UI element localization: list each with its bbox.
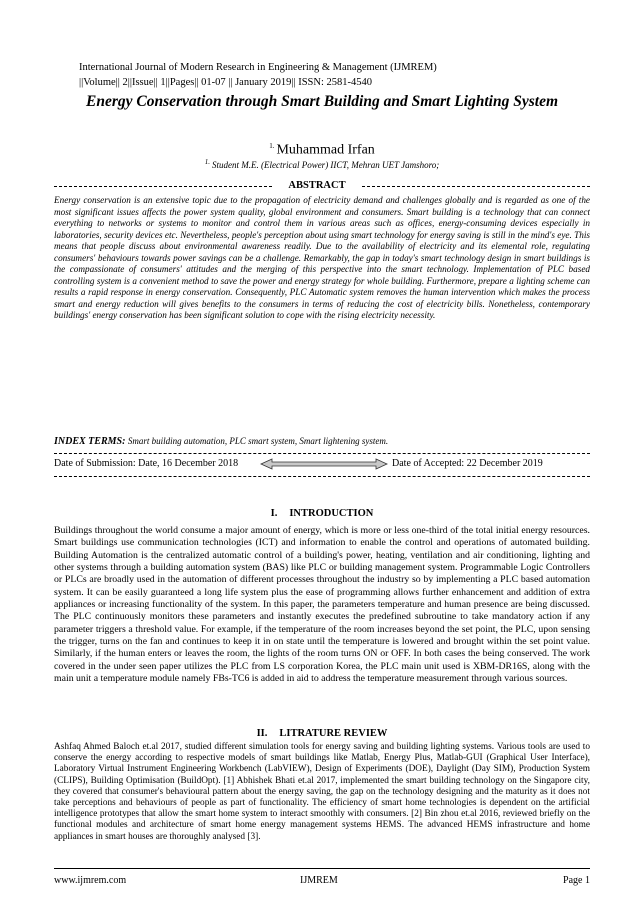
section-number: II. bbox=[256, 728, 268, 739]
author-name: Muhammad Irfan bbox=[276, 142, 375, 158]
journal-name: International Journal of Modern Research in Engineering & Management (IJMREM) bbox=[79, 62, 437, 73]
affiliation-text: Student M.E. (Electrical Power) IICT, Mehran UET Jamshoro; bbox=[211, 160, 440, 170]
section-title: INTRODUCTION bbox=[289, 508, 374, 519]
dates-row bbox=[54, 457, 590, 471]
paper-title: Energy Conservation through Smart Building and Smart Lighting System bbox=[85, 93, 559, 110]
abstract-heading bbox=[54, 180, 590, 192]
section-heading-literature-review bbox=[54, 728, 590, 740]
journal-header bbox=[79, 60, 569, 90]
footer-journal: IJMREM bbox=[300, 875, 338, 886]
index-terms-label: INDEX TERMS: bbox=[54, 436, 126, 447]
journal-issue-info: ||Volume|| 2||Issue|| 1||Pages|| 01-07 || January 2019|| ISSN: 2581-4540 bbox=[79, 77, 373, 88]
section-heading-introduction bbox=[54, 508, 590, 520]
abstract-label: ABSTRACT bbox=[288, 180, 346, 191]
footer-divider bbox=[54, 868, 590, 869]
abstract-rule-right bbox=[362, 186, 590, 187]
index-terms bbox=[54, 435, 590, 448]
affiliation-marker: 1. bbox=[204, 158, 210, 166]
footer-page-number: Page 1 bbox=[563, 875, 590, 886]
index-terms-text: Smart building automation, PLC smart system, Smart lightening system. bbox=[127, 436, 389, 446]
section-number: I. bbox=[270, 508, 278, 519]
author-marker: 1. bbox=[269, 142, 275, 150]
divider-top bbox=[54, 453, 590, 454]
page-footer bbox=[54, 875, 590, 887]
paper-sheet bbox=[54, 52, 590, 886]
abstract-rule-left bbox=[54, 186, 272, 187]
abstract-text: Energy conservation is an extensive topic due to the propagation of electricity demand and challenges globally and is regarded as one of the most significant issues affects the power system quality, global environment and consumers. Smart building is a technology that can connect everything to networks or systems to monitor and control them in various areas such as offices, energy-consuming devices especially in laboratories, security devices etc. Nevertheless, people's perception about using smart technology for energy saving is still in the mind's eye. This means that people discuss about environmental awareness readily. Due to the availability of electricity and its elemental role, regulating consumers' behaviours towards power savings can be a challenge. Remarkably, the gap in today's smart technology design in smart buildings is the compassionate of consumers' attitudes and the merging of this perspective into the smart technology. Implementation of PLC based controlling system is a convenient method to save the power and energy strategy for whole building. Furthermore, prepare a lighting scheme can results a rapid response in energy conservation. Consequently, PLC Automatic system removes the human intervention which makes the process smart and energy reduction will gives benefits to the consumers in terms of reducing the cost of electricity bills. Nonetheless, contemporary buildings' energy conservation has been significant solution to cope with the rising electricity necessity. bbox=[54, 195, 590, 320]
literature-review-text: Ashfaq Ahmed Baloch et.al 2017, studied different simulation tools for energy saving and building lighting systems. Various tools are used to conserve the energy according to respective models of smart buildings like Matlab, Energy Plus, Matlab-GUI (Graphical User Interface), Laboratory Virtual Instrument Engineering Workbench (LabVIEW), Design of Experiments (DOE), Daylight (Day SIM), Production System (CLIPS), Building Optimisation (BuildOpt). [1] Abhishek Bhati et.al 2017, implemented the smart building technology on the Singapore city, they covered that consumer's behavioural pattern about the energy saving, the gap on the technology designing and the maturity as it does not take perceptions and behaviours of people as part of functionality. The efficiency of smart home technologies is dependent on the artificial intelligence prototypes that allow the smart home system to interact smoothly with consumers. [2] Bin zhou et.al 2016, reviewed briefly on the functional modules and architecture of smart home energy management systems HEMS. The advanced HEMS infrastructure and home appliances in smart houses are thoroughly analysed [3]. bbox=[54, 742, 590, 842]
section-title: LITRATURE REVIEW bbox=[279, 728, 388, 739]
submission-date: Date of Submission: Date, 16 December 2018 bbox=[54, 458, 239, 469]
divider-bottom bbox=[54, 476, 590, 477]
accepted-date: Date of Accepted: 22 December 2019 bbox=[392, 458, 543, 469]
introduction-text: Buildings throughout the world consume a major amount of energy, which is more or less one-third of the total initial energy resources. Smart buildings use communication technologies (ICT) and information to enable the control and operations of automated building. Building Automation is the centralized automatic control of a building's power, heating, ventilation and air conditioning, lighting and other systems through a building automation system (BAS) like PLC or building management system. Programmable Logic Controllers or PLCs are broadly used in the automation of different processes throughout the industry so by implementing a PLC based automation system. It can be easily guaranteed a long life system plus the ease of programming allows further enhancement and addition of extra appliances or increasing functionality of the system. In this paper, the parameters temperature and human presence are being discussed. The PLC continuously monitors these parameters and instantly executes the predefined subroutine to take mandatory action if any parameter triggers a threshold value. For example, if the temperature of the room increases beyond the set point, the PLC, upon sensing the trigger, turns on the fan and continues to keep it in on state until the temperature is lowered and brought within the set point value. Similarly, if the human enters or leaves the room, the lights of the room turns ON or OFF. In both cases the being conserved. The work covered in the under seen paper utilizes the PLC from LS corporation Korea, the PLC main unit used is XBM-DR16S, along with the main unit a temperature module namely FBs-TC6 is added in aid to address the temperature measurement through various sources. bbox=[54, 525, 590, 685]
double-arrow-icon bbox=[260, 458, 388, 470]
author-affiliation bbox=[54, 156, 590, 171]
footer-website: www.ijmrem.com bbox=[54, 875, 127, 886]
